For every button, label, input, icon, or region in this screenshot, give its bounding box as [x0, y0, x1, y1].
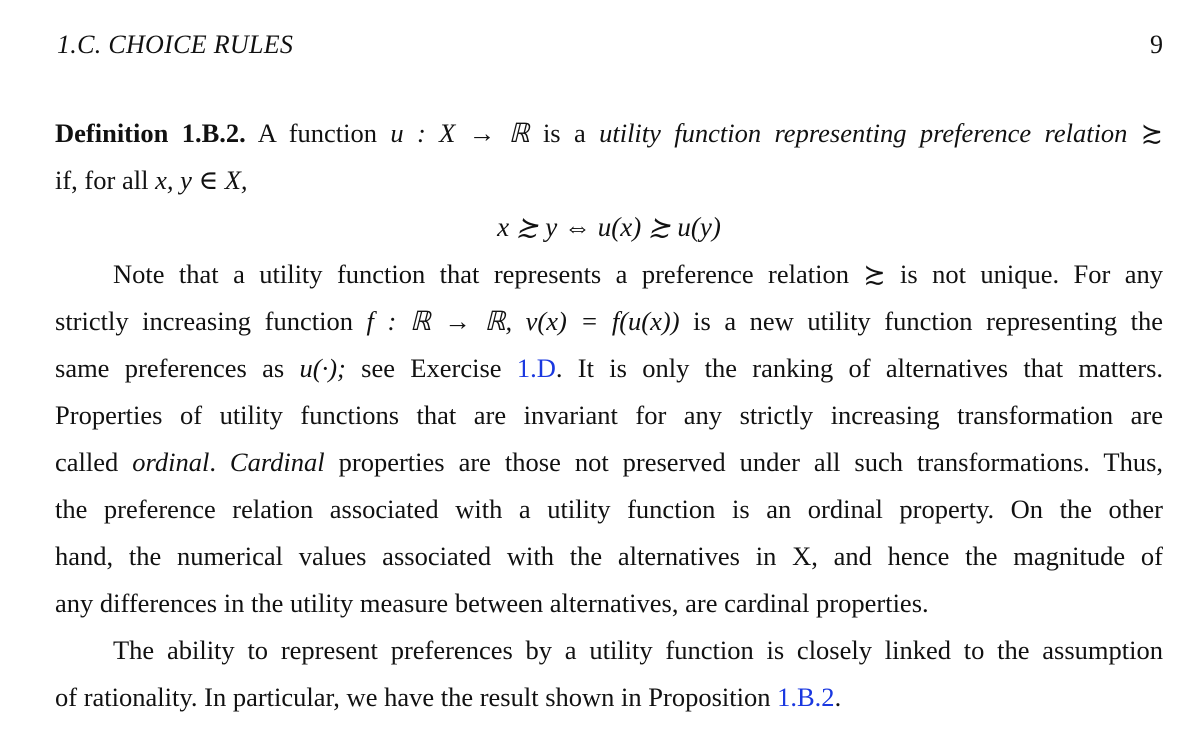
paragraph-1-line-5: called ordinal. Cardinal properties are those not preserved under all such transformations. Thus, [55, 447, 1164, 477]
paragraph-1-line-1: Note that a utility function that represents a preference relation ≿ is not unique. For any [113, 259, 1164, 289]
function-signature: u : X → ℝ [390, 118, 530, 148]
section-title: 1.C. CHOICE RULES [57, 30, 294, 59]
preference-symbol: ≿ [863, 259, 886, 289]
page-number: 9 [1150, 30, 1163, 59]
exercise-link[interactable]: 1.D [516, 353, 556, 383]
definition-line-2 [55, 157, 1163, 204]
defined-term: utility function representing preference relation [599, 118, 1128, 148]
paragraph-1-line-6: the preference relation associated with a utility function is an ordinal property. On the other [55, 494, 1163, 524]
preference-symbol: ≿ [1140, 118, 1164, 148]
inline-math: v(x) = f(u(x)) [525, 306, 680, 336]
proposition-link[interactable]: 1.B.2 [777, 682, 835, 712]
paragraph-2-line-1: The ability to represent preferences by a utility function is closely linked to the assumption [113, 635, 1163, 665]
definition-text: is a [542, 118, 586, 148]
paragraph-2-line-2: of rationality. In particular, we have the result shown in Proposition 1.B.2. [55, 682, 842, 712]
definition-equation: x ≿ y ⇔ u(x) ≿ u(y) [497, 212, 721, 242]
inline-math: f : ℝ → ℝ, [366, 306, 513, 336]
paragraph-1-line-7: hand, the numerical values associated with the alternatives in X, and hence the magnitude of [55, 541, 1163, 571]
paragraph-1-line-3: same preferences as u(·); see Exercise 1.D. It is only the ranking of alternatives that matters. [55, 353, 1164, 383]
term-cardinal: Cardinal [229, 447, 325, 477]
paragraph-1-line-2: strictly increasing function f : ℝ → ℝ, v(x) = f(u(x)) is a new utility function representing the [55, 306, 1164, 336]
definition-line-1 [55, 110, 1163, 157]
quantifier-math: x, y ∈ X, [155, 165, 248, 195]
running-head [57, 30, 1163, 70]
definition-label: Definition 1.B.2. [55, 118, 246, 148]
page-body [55, 110, 1163, 721]
definition-text: A function [257, 118, 378, 148]
inline-math: u(·); [299, 353, 346, 383]
term-ordinal: ordinal [132, 447, 210, 477]
paragraph-1-line-4: Properties of utility functions that are invariant for any strictly increasing transformation are [55, 400, 1163, 430]
paragraph-1-line-8: any differences in the utility measure between alternatives, are cardinal properties. [55, 588, 929, 618]
definition-text: if, for all [55, 165, 149, 195]
